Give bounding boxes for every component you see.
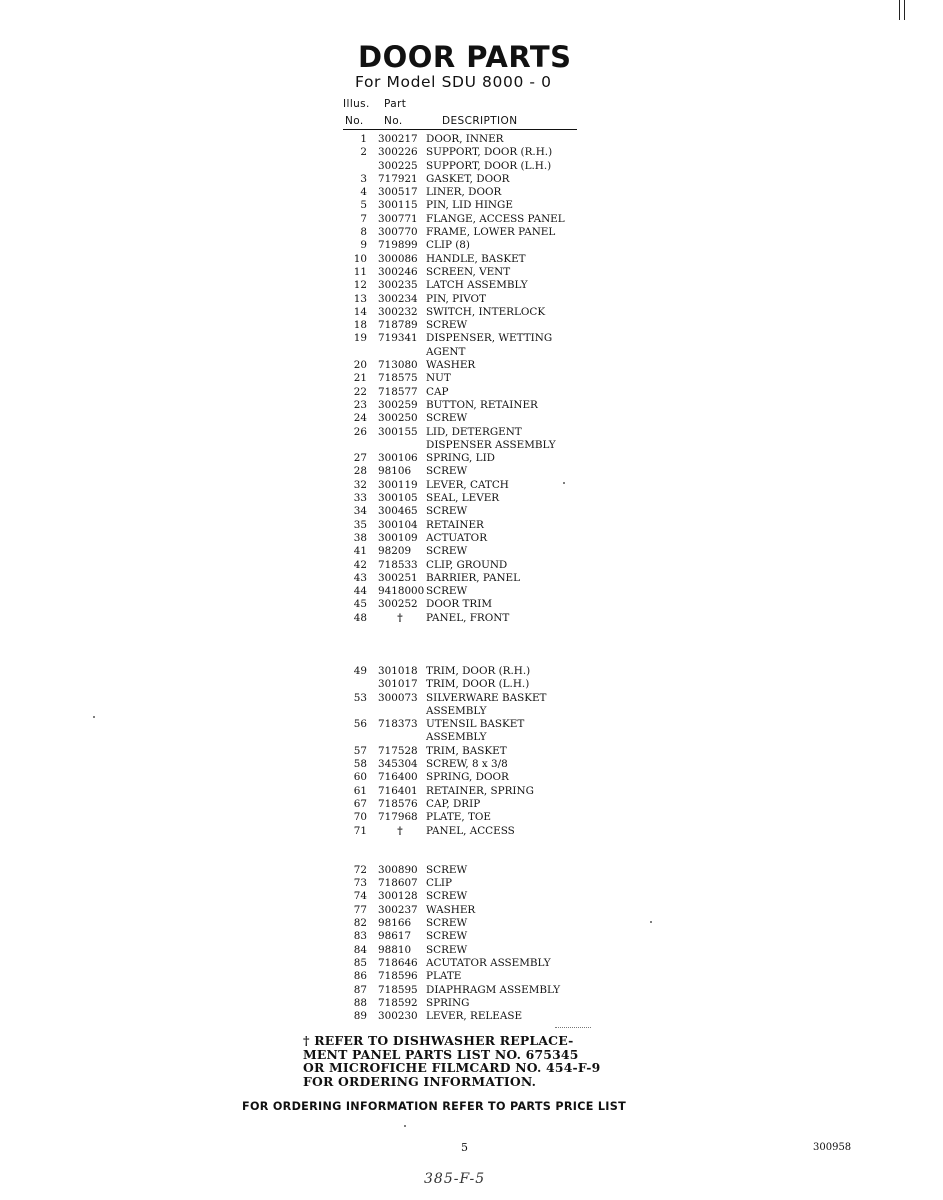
part-number: 301017 xyxy=(378,678,418,691)
part-description: SUPPORT, DOOR (L.H.) xyxy=(426,159,552,172)
part-description: SCREW xyxy=(426,545,468,558)
illus-number: 89 xyxy=(353,1010,367,1023)
illus-number: 44 xyxy=(353,585,367,598)
part-number: 300115 xyxy=(378,199,418,212)
part-number: 9418000 xyxy=(378,585,425,598)
part-description: UTENSIL BASKET xyxy=(426,718,525,731)
part-number: 716401 xyxy=(378,784,418,797)
illus-number: 26 xyxy=(353,425,367,438)
part-description: RETAINER xyxy=(426,518,484,531)
part-number: 718373 xyxy=(378,718,418,731)
illus-number: 73 xyxy=(353,877,367,890)
part-number: 300217 xyxy=(378,133,418,145)
part-description: SCREEN, VENT xyxy=(426,265,511,278)
scan-speck xyxy=(563,482,565,484)
part-number: 300105 xyxy=(378,492,418,505)
part-description: LATCH ASSEMBLY xyxy=(426,279,528,292)
part-description: SCREW xyxy=(426,505,468,518)
part-description: SCREW, 8 x 3/8 xyxy=(426,758,508,771)
part-description: ASSEMBLY xyxy=(426,704,487,717)
part-number: 300128 xyxy=(378,890,418,903)
part-description: LINER, DOOR xyxy=(426,186,502,199)
illus-number: 5 xyxy=(360,199,367,212)
column-header-description: DESCRIPTION xyxy=(442,115,518,127)
part-number: 718575 xyxy=(378,372,418,385)
illus-number: 70 xyxy=(353,811,367,824)
part-description: SCREW xyxy=(426,930,468,943)
illus-number: 42 xyxy=(353,558,367,571)
part-description: SCREW xyxy=(426,863,468,876)
part-number: 300225 xyxy=(378,159,418,172)
illus-number: 74 xyxy=(353,890,367,903)
page-number: 5 xyxy=(461,1141,468,1154)
illus-number: 19 xyxy=(353,332,367,345)
illus-number: 67 xyxy=(353,797,367,810)
illus-number: 53 xyxy=(353,691,367,704)
part-number: 300259 xyxy=(378,398,418,411)
part-description: LID, DETERGENT xyxy=(426,425,522,438)
part-number: 300234 xyxy=(378,292,418,305)
column-header-illus-no: No. xyxy=(345,115,364,127)
illus-number: 82 xyxy=(353,917,367,930)
part-description: SPRING xyxy=(426,996,470,1009)
illus-number: 85 xyxy=(353,956,367,969)
illus-number: 9 xyxy=(360,239,367,252)
part-number: 300250 xyxy=(378,412,418,425)
part-description: FRAME, LOWER PANEL xyxy=(426,226,556,239)
part-description: GASKET, DOOR xyxy=(426,172,510,185)
illus-number: 35 xyxy=(353,518,367,531)
illus-number: 84 xyxy=(353,943,367,956)
part-number: 98617 xyxy=(378,930,412,943)
part-description: PLATE xyxy=(426,970,462,983)
part-description: PANEL, FRONT xyxy=(426,611,510,624)
illus-number: 49 xyxy=(353,664,367,677)
part-number: † xyxy=(397,611,403,624)
part-number: 718592 xyxy=(378,996,418,1009)
part-number: 717528 xyxy=(378,744,418,757)
handwritten-note: 385-F-5 xyxy=(424,1171,486,1187)
part-number: 300119 xyxy=(378,478,418,491)
part-description: SUPPORT, DOOR (R.H.) xyxy=(426,146,553,159)
part-number: 98166 xyxy=(378,917,412,930)
part-number: 300517 xyxy=(378,186,418,199)
part-number: 98106 xyxy=(378,465,412,478)
illus-number: 23 xyxy=(353,398,367,411)
part-number: 300252 xyxy=(378,598,418,611)
part-description: SILVERWARE BASKET xyxy=(426,691,547,704)
part-description: DISPENSER, WETTING xyxy=(426,332,553,345)
part-description: ACTUATOR xyxy=(426,531,488,544)
part-description: ASSEMBLY xyxy=(426,731,487,744)
part-description: PLATE, TOE xyxy=(426,811,491,824)
part-description: NUT xyxy=(426,372,451,385)
part-number: 718533 xyxy=(378,558,418,571)
illus-number: 1 xyxy=(360,133,367,145)
illus-number: 13 xyxy=(353,292,367,305)
part-number: 300106 xyxy=(378,452,418,465)
column-header-part-no: No. xyxy=(384,115,403,127)
part-number: 300086 xyxy=(378,252,418,265)
column-header-illus: Illus. xyxy=(343,98,370,110)
part-description: SEAL, LEVER xyxy=(426,492,500,505)
part-number: 718789 xyxy=(378,319,418,332)
illus-number: 33 xyxy=(353,492,367,505)
part-number: 718595 xyxy=(378,983,418,996)
part-description: SPRING, LID xyxy=(426,452,495,465)
part-description: SWITCH, INTERLOCK xyxy=(426,305,546,318)
part-description: LEVER, CATCH xyxy=(426,478,509,491)
illus-number: 41 xyxy=(353,545,367,558)
part-number: 718596 xyxy=(378,970,418,983)
part-description: SPRING, DOOR xyxy=(426,771,509,784)
part-description: TRIM, DOOR (L.H.) xyxy=(426,678,530,691)
illus-number: 43 xyxy=(353,571,367,584)
part-description: SCREW xyxy=(426,465,468,478)
part-description: CAP, DRIP xyxy=(426,797,481,810)
part-description: WASHER xyxy=(426,903,476,916)
part-description: PANEL, ACCESS xyxy=(426,824,515,837)
scan-speck xyxy=(404,1125,406,1127)
part-number: 718607 xyxy=(378,877,418,890)
illus-number: 86 xyxy=(353,970,367,983)
part-description: HANDLE, BASKET xyxy=(426,252,526,265)
part-number: 98209 xyxy=(378,545,412,558)
part-number: 718646 xyxy=(378,956,418,969)
illus-number: 14 xyxy=(353,305,367,318)
part-description: RETAINER, SPRING xyxy=(426,784,534,797)
part-number: 300235 xyxy=(378,279,418,292)
part-description: SCREW xyxy=(426,585,468,598)
illus-number: 72 xyxy=(353,863,367,876)
part-number: 300073 xyxy=(378,691,418,704)
illus-number: 12 xyxy=(353,279,367,292)
illus-number: 77 xyxy=(353,903,367,916)
part-number: 300771 xyxy=(378,212,418,225)
illus-number: 24 xyxy=(353,412,367,425)
part-description: ACUTATOR ASSEMBLY xyxy=(426,956,551,969)
part-description: TRIM, DOOR (R.H.) xyxy=(426,664,531,677)
part-number: 300109 xyxy=(378,531,418,544)
footnote-line: FOR ORDERING INFORMATION. xyxy=(303,1073,537,1089)
scan-edge-mark xyxy=(899,0,905,20)
scan-speck xyxy=(93,716,95,718)
page-subtitle: For Model SDU 8000 - 0 xyxy=(355,73,552,91)
part-description: SCREW xyxy=(426,319,468,332)
illus-number: 7 xyxy=(360,212,367,225)
illus-number: 57 xyxy=(353,744,367,757)
part-number: 98810 xyxy=(378,943,412,956)
illus-number: 71 xyxy=(353,824,367,837)
part-number: 300104 xyxy=(378,518,418,531)
illus-number: 61 xyxy=(353,784,367,797)
footnote-line: MENT PANEL PARTS LIST NO. 675345 xyxy=(303,1046,579,1062)
part-description: BARRIER, PANEL xyxy=(426,571,521,584)
part-number: 345304 xyxy=(378,758,418,771)
illus-number: 10 xyxy=(353,252,367,265)
part-number: 301018 xyxy=(378,664,418,677)
column-header-part: Part xyxy=(384,98,407,110)
part-number: 300232 xyxy=(378,305,418,318)
illus-number: 34 xyxy=(353,505,367,518)
part-description: AGENT xyxy=(426,345,466,358)
part-description: CLIP (8) xyxy=(426,239,470,252)
part-description: SCREW xyxy=(426,890,468,903)
document-number: 300958 xyxy=(813,1142,852,1153)
part-number: 717968 xyxy=(378,811,418,824)
part-description: BUTTON, RETAINER xyxy=(426,398,538,411)
page-title: DOOR PARTS xyxy=(358,40,572,74)
part-description: DOOR, INNER xyxy=(426,133,504,145)
part-number: 300890 xyxy=(378,863,418,876)
part-description: DOOR TRIM xyxy=(426,598,492,611)
part-description: PIN, PIVOT xyxy=(426,292,486,305)
part-description: PIN, LID HINGE xyxy=(426,199,513,212)
part-number: 719899 xyxy=(378,239,418,252)
footnote-rule xyxy=(555,1027,591,1028)
scan-speck xyxy=(650,921,652,923)
illus-number: 22 xyxy=(353,385,367,398)
part-description: DISPENSER ASSEMBLY xyxy=(426,438,556,451)
part-number: 300230 xyxy=(378,1010,418,1023)
part-description: CAP xyxy=(426,385,449,398)
footnote-line: † REFER TO DISHWASHER REPLACE- xyxy=(303,1033,574,1048)
illus-number: 3 xyxy=(360,172,367,185)
part-number: 717921 xyxy=(378,172,418,185)
part-number: 300251 xyxy=(378,571,418,584)
illus-number: 18 xyxy=(353,319,367,332)
illus-number: 4 xyxy=(360,186,367,199)
ordering-note: FOR ORDERING INFORMATION REFER TO PARTS PRICE LIST xyxy=(242,1100,627,1113)
illus-number: 28 xyxy=(353,465,367,478)
part-number: 719341 xyxy=(378,332,418,345)
illus-number: 58 xyxy=(353,758,367,771)
part-number: 300770 xyxy=(378,226,418,239)
illus-number: 20 xyxy=(353,359,367,372)
illus-number: 87 xyxy=(353,983,367,996)
illus-number: 56 xyxy=(353,718,367,731)
part-description: DIAPHRAGM ASSEMBLY xyxy=(426,983,561,996)
part-description: SCREW xyxy=(426,917,468,930)
illus-number: 21 xyxy=(353,372,367,385)
header-rule xyxy=(343,129,577,130)
part-number: 300237 xyxy=(378,903,418,916)
illus-number: 27 xyxy=(353,452,367,465)
illus-number: 48 xyxy=(353,611,367,624)
illus-number: 8 xyxy=(360,226,367,239)
part-number: 300155 xyxy=(378,425,418,438)
illus-number: 11 xyxy=(353,265,367,278)
footnote xyxy=(303,1034,603,1088)
part-description: CLIP xyxy=(426,877,452,890)
part-number: 300246 xyxy=(378,265,418,278)
part-number: 718577 xyxy=(378,385,418,398)
part-description: SCREW xyxy=(426,943,468,956)
illus-number: 60 xyxy=(353,771,367,784)
part-description: SCREW xyxy=(426,412,468,425)
illus-number: 38 xyxy=(353,531,367,544)
illus-number: 83 xyxy=(353,930,367,943)
illus-number: 88 xyxy=(353,996,367,1009)
part-description: WASHER xyxy=(426,359,476,372)
part-number: 300226 xyxy=(378,146,418,159)
footnote-line: OR MICROFICHE FILMCARD NO. 454-F-9 xyxy=(303,1060,601,1076)
part-number: 300465 xyxy=(378,505,418,518)
part-description: FLANGE, ACCESS PANEL xyxy=(426,212,565,225)
part-description: LEVER, RELEASE xyxy=(426,1010,523,1023)
part-description: TRIM, BASKET xyxy=(426,744,507,757)
part-number: 718576 xyxy=(378,797,418,810)
part-number: 713080 xyxy=(378,359,418,372)
illus-number: 2 xyxy=(360,146,367,159)
part-number: 716400 xyxy=(378,771,418,784)
illus-number: 45 xyxy=(353,598,367,611)
part-number: † xyxy=(397,824,403,837)
part-description: CLIP, GROUND xyxy=(426,558,508,571)
illus-number: 32 xyxy=(353,478,367,491)
